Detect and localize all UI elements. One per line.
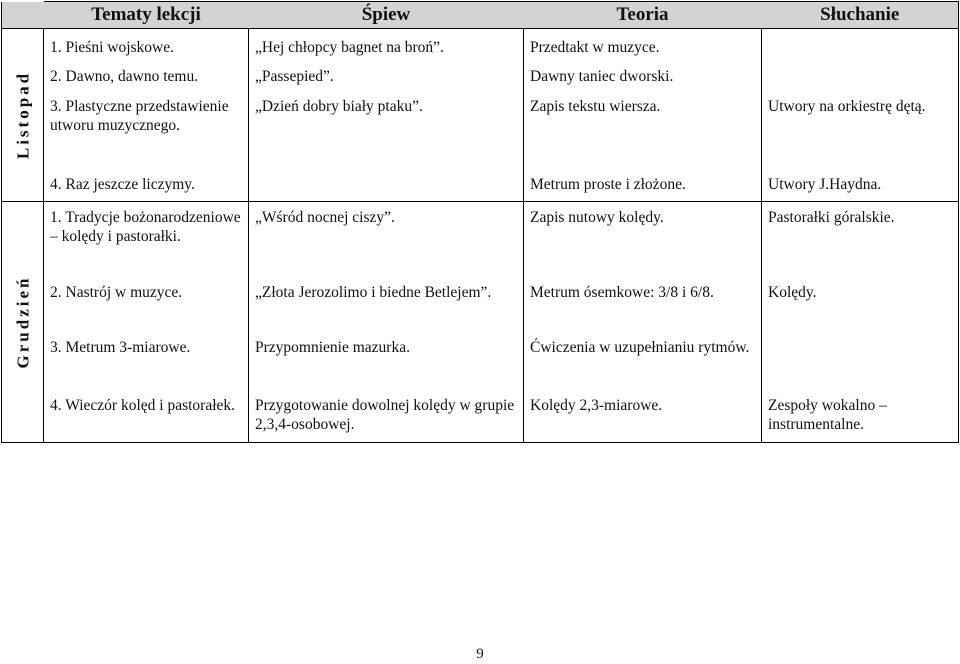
singing-cell: Przygotowanie dowolnej kolędy w grupie 2,3,4-osobowej. (249, 392, 524, 442)
theory-cell: Metrum proste i złożone. (524, 171, 762, 201)
month-grudzien (2, 201, 44, 442)
singing-cell: „Passepied”. (249, 63, 524, 93)
topic-cell: 1. Pieśni wojskowe. (44, 29, 249, 64)
table-row (2, 392, 959, 442)
singing-cell: „Dzień dobry biały ptaku”. (249, 93, 524, 171)
table-row (2, 171, 959, 201)
header-singing: Śpiew (249, 2, 524, 29)
month-listopad (2, 29, 44, 202)
header-topics: Tematy lekcji (44, 2, 249, 29)
topic-cell: 3. Plastyczne przedstawienie utworu muzycznego. (44, 93, 249, 171)
theory-cell: Dawny taniec dworski. (524, 63, 762, 93)
table-row (2, 93, 959, 171)
listening-cell (762, 63, 959, 93)
topic-cell: 4. Wieczór kolęd i pastorałek. (44, 392, 249, 442)
topic-cell: 2. Nastrój w muzyce. (44, 279, 249, 334)
lesson-plan-table (1, 1, 959, 443)
listening-cell: Zespoły wokalno – instrumentalne. (762, 392, 959, 442)
theory-cell: Zapis nutowy kolędy. (524, 201, 762, 279)
listening-cell: Kolędy. (762, 279, 959, 334)
singing-cell: Przypomnienie mazurka. (249, 334, 524, 392)
singing-cell: „Hej chłopcy bagnet na broń”. (249, 29, 524, 64)
listening-cell: Utwory J.Haydna. (762, 171, 959, 201)
table-row (2, 334, 959, 392)
topic-cell: 2. Dawno, dawno temu. (44, 63, 249, 93)
month-label: Listopad (13, 70, 32, 159)
topic-cell: 3. Metrum 3-miarowe. (44, 334, 249, 392)
page-number: 9 (476, 646, 484, 662)
listening-cell: Utwory na orkiestrę dętą. (762, 93, 959, 171)
theory-cell: Przedtakt w muzyce. (524, 29, 762, 64)
header-listening: Słuchanie (762, 2, 959, 29)
listening-cell: Pastorałki góralskie. (762, 201, 959, 279)
header-theory: Teoria (524, 2, 762, 29)
table-row (2, 279, 959, 334)
theory-cell: Kolędy 2,3-miarowe. (524, 392, 762, 442)
listening-cell (762, 334, 959, 392)
header-corner (2, 2, 44, 29)
theory-cell: Zapis tekstu wiersza. (524, 93, 762, 171)
table-header-row (2, 2, 959, 29)
theory-cell: Ćwiczenia w uzupełnianiu rytmów. (524, 334, 762, 392)
topic-cell: 4. Raz jeszcze liczymy. (44, 171, 249, 201)
topic-cell: 1. Tradycje bożonarodzeniowe – kolędy i pastorałki. (44, 201, 249, 279)
table-row (2, 29, 959, 64)
theory-cell: Metrum ósemkowe: 3/8 i 6/8. (524, 279, 762, 334)
singing-cell (249, 171, 524, 201)
table-row (2, 63, 959, 93)
month-label: Grudzień (13, 275, 32, 368)
listening-cell (762, 29, 959, 64)
singing-cell: „Złota Jerozolimo i biedne Betlejem”. (249, 279, 524, 334)
table-row (2, 201, 959, 279)
singing-cell: „Wśród nocnej ciszy”. (249, 201, 524, 279)
